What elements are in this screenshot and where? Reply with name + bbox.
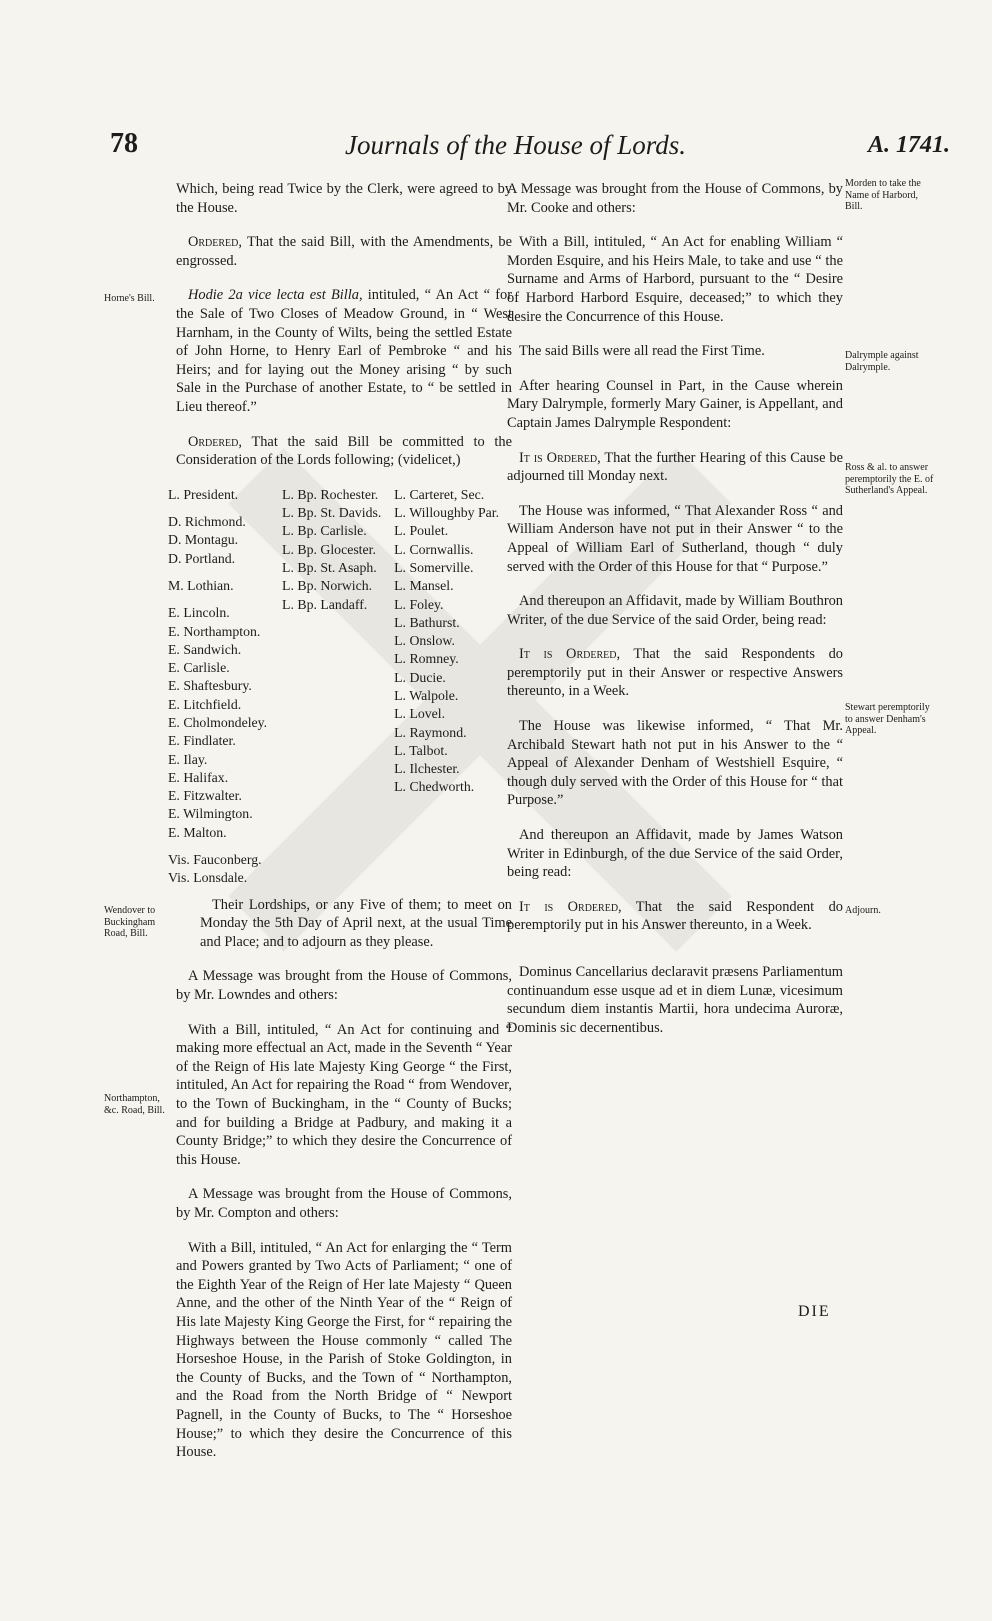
lord-name: L. Foley. <box>394 596 444 612</box>
margin-note-morden: Morden to take the Name of Harbord, Bill. <box>845 178 921 212</box>
lord-name: L. Ducie. <box>394 669 446 685</box>
lord-name: L. Talbot. <box>394 742 448 758</box>
lord-name: L. Bathurst. <box>394 614 460 630</box>
year: A. 1741. <box>867 132 950 158</box>
margin-note-wendover: Wendover to Buckingham Road, Bill. <box>104 905 156 939</box>
lord-name: M. Lothian. <box>168 577 234 593</box>
lord-name: L. Carteret, Sec. <box>394 486 485 502</box>
lords-spacer <box>168 504 276 513</box>
paragraph: It is Ordered, That the said Respondents do peremptorily put in their Answer or respective Answers thereunto, in a Week. <box>507 646 843 700</box>
lord-name: L. Bp. St. Davids. <box>282 505 382 521</box>
lord-name: E. Lincoln. <box>168 605 230 621</box>
lords-spacer <box>168 842 276 851</box>
margin-note-horne: Horne's Bill. <box>104 293 155 304</box>
lord-name: L. Walpole. <box>394 687 459 703</box>
lords-column-1 <box>168 486 276 888</box>
lord-name: L. Poulet. <box>394 523 449 539</box>
catchword: DIE <box>798 1303 831 1320</box>
paragraph: It is Ordered, That the said Respondent do peremptorily put in his Answer thereunto, in a Week. <box>507 898 843 934</box>
paragraph: Hodie 2a vice lecta est Billa, intituled, “ An Act “ for the Sale of Two Closes of Meadow Ground, in “ West Harnham, in the County of Wilts, being the settled Estate of John Horne, to Henry Earl of Pembroke “ and his Heirs; and for laying out the Money arising “ by such Sale in the Purchase of another Estate, to “ be settled in Lieu thereof.” <box>176 287 512 415</box>
paragraph: It is Ordered, That the further Hearing of this Cause be adjourned till Monday next. <box>507 449 843 485</box>
paragraph: A Message was brought from the House of Commons, by Mr. Lowndes and others: <box>176 968 512 1004</box>
lord-name: E. Litchfield. <box>168 696 242 712</box>
paragraph: With a Bill, intituled, “ An Act for enlarging the “ Term and Powers granted by Two Acts of Parliament; “ one of the Eighth Year of the Reign of Her late Majesty “ Queen Anne, and the other of the Ninth Year of the “ Reign of His late Majesty King George the First, for “ repairing the Highways between the House commonly “ called The Horseshoe House, in the Parish of Stoke Goldington, in the County of Bucks, and the Town of “ Northampton, and the Road from the North Bridge of “ Newport Pagnell, in the County of Bucks, to The “ Horseshoe House;” to which they desire the Concurrence of this House. <box>176 1239 512 1461</box>
lord-name: E. Halifax. <box>168 769 229 785</box>
lords-column-2 <box>282 486 388 888</box>
lord-name: E. Carlisle. <box>168 660 230 676</box>
lord-name: E. Ilay. <box>168 751 208 767</box>
lord-name: L. Bp. Landaff. <box>282 596 368 612</box>
paragraph: The said Bills were all read the First Time. <box>519 343 765 360</box>
lord-name: L. Romney. <box>394 651 459 667</box>
lord-name: D. Richmond. <box>168 514 246 530</box>
paragraph: And thereupon an Affidavit, made by William Bouthron Writer, of the due Service of the said Order, being read: <box>507 593 843 628</box>
lords-column-3 <box>394 486 512 888</box>
lord-name: L. President. <box>168 486 239 502</box>
lord-name: L. Bp. Glocester. <box>282 541 376 557</box>
lord-name: E. Cholmondeley. <box>168 714 268 730</box>
paragraph: Which, being read Twice by the Clerk, were agreed to by the House. <box>176 181 512 216</box>
paragraph: Dominus Cancellarius declaravit præsens Parliamentum continuandum esse usque ad et in diem Lunæ, vicesimum secundum diem instantis Martii, hora undecima Auroræ, Dominis sic decernentibus. <box>507 964 843 1036</box>
paragraph: Their Lordships, or any Five of them; to meet on Monday the 5th Day of April next, at the usual Time and Place; and to adjourn as they please. <box>200 896 512 950</box>
lord-name: L. Willoughby Par. <box>394 505 500 521</box>
paragraph: With a Bill, intituled, “ An Act for enabling William “ Morden Esquire, and his Heirs Male, to take and use “ the Surname and Arms of Harbord, pursuant to the “ Desire of Harbord Harbord Esquire, deceased;” to which they desire the Concurrence of this House. <box>507 234 843 325</box>
page-number: 78 <box>110 128 138 159</box>
lord-name: Vis. Lonsdale. <box>168 870 248 886</box>
paragraph: The House was likewise informed, “ That Mr. Archibald Stewart hath not put in his Answer to the “ Appeal of Alexander Denham of Westshiell Esquire, “ though duly served with the Order of this House for “ that Purpose.” <box>507 718 843 809</box>
lord-name: L. Bp. Carlisle. <box>282 523 367 539</box>
lord-name: E. Fitzwalter. <box>168 788 242 804</box>
paragraph: With a Bill, intituled, “ An Act for continuing and “ making more effectual an Act, made in the Seventh “ Year of the Reign of His late Majesty King George “ the First, intituled, An Act for repairing the Road “ from Wendover, to the Town of Buckingham, in the “ County of Bucks; and for building a Bridge at Padbury, and making it a County Bridge;” to which they desire the Concurrence of this House. <box>176 1021 512 1168</box>
paragraph: Ordered, That the said Bill be committed to the Consideration of the Lords following; (videlicet,) <box>176 433 512 469</box>
lord-name: L. Somerville. <box>394 559 474 575</box>
margin-note-ross: Ross & al. to answer peremptorily the E. of Sutherland's Appeal. <box>845 462 934 496</box>
paragraph: A Message was brought from the House of Commons, by Mr. Compton and others: <box>176 1186 512 1221</box>
paragraph: After hearing Counsel in Part, in the Cause wherein Mary Dalrymple, formerly Mary Gainer, is Appellant, and Captain James Dalrymple Respondent: <box>507 377 843 431</box>
page-header <box>110 128 950 168</box>
paragraph: Ordered, That the said Bill, with the Amendments, be engrossed. <box>176 234 512 269</box>
lord-name: E. Shaftesbury. <box>168 678 252 694</box>
right-column <box>507 180 843 1053</box>
lord-name: E. Sandwich. <box>168 641 242 657</box>
lord-name: L. Bp. Norwich. <box>282 578 373 594</box>
lord-name: L. Ilchester. <box>394 761 460 777</box>
lords-list <box>168 486 512 888</box>
margin-note-stewart: Stewart peremptorily to answer Denham's Appeal. <box>845 702 930 736</box>
lord-name: E. Northampton. <box>168 623 261 639</box>
left-column <box>168 180 512 1478</box>
lord-name: L. Raymond. <box>394 724 467 740</box>
paragraph: A Message was brought from the House of Commons, by Mr. Cooke and others: <box>507 181 843 216</box>
lord-name: L. Lovel. <box>394 706 446 722</box>
lord-name: L. Bp. Rochester. <box>282 486 379 502</box>
lord-name: D. Portland. <box>168 550 236 566</box>
lord-name: L. Mansel. <box>394 578 454 594</box>
lords-spacer <box>168 568 276 577</box>
lord-name: E. Findlater. <box>168 733 236 749</box>
lord-name: L. Onslow. <box>394 633 455 649</box>
lord-name: L. Bp. St. Asaph. <box>282 559 377 575</box>
lord-name: D. Montagu. <box>168 532 239 548</box>
lord-name: E. Wilmington. <box>168 806 253 822</box>
lord-name: E. Malton. <box>168 824 227 840</box>
lord-name: Vis. Fauconberg. <box>168 852 262 868</box>
lord-name: L. Chedworth. <box>394 779 475 795</box>
margin-note-adjourn: Adjourn. <box>845 905 881 916</box>
lords-spacer <box>168 595 276 604</box>
paragraph: The House was informed, “ That Alexander Ross “ and William Anderson have not put in their Answer “ to the Appeal of William Earl of Sutherland, though “ duly served with the Order of this House for that “ Purpose.” <box>507 502 843 575</box>
running-title: Journals of the House of Lords. <box>345 130 687 160</box>
paragraph: And thereupon an Affidavit, made by James Watson Writer in Edinburgh, of the due Service of the said Order, being read: <box>507 827 843 881</box>
margin-note-dalrymple: Dalrymple against Dalrymple. <box>845 350 919 373</box>
margin-note-northampton: Northampton, &c. Road, Bill. <box>104 1093 165 1116</box>
lord-name: L. Cornwallis. <box>394 541 474 557</box>
